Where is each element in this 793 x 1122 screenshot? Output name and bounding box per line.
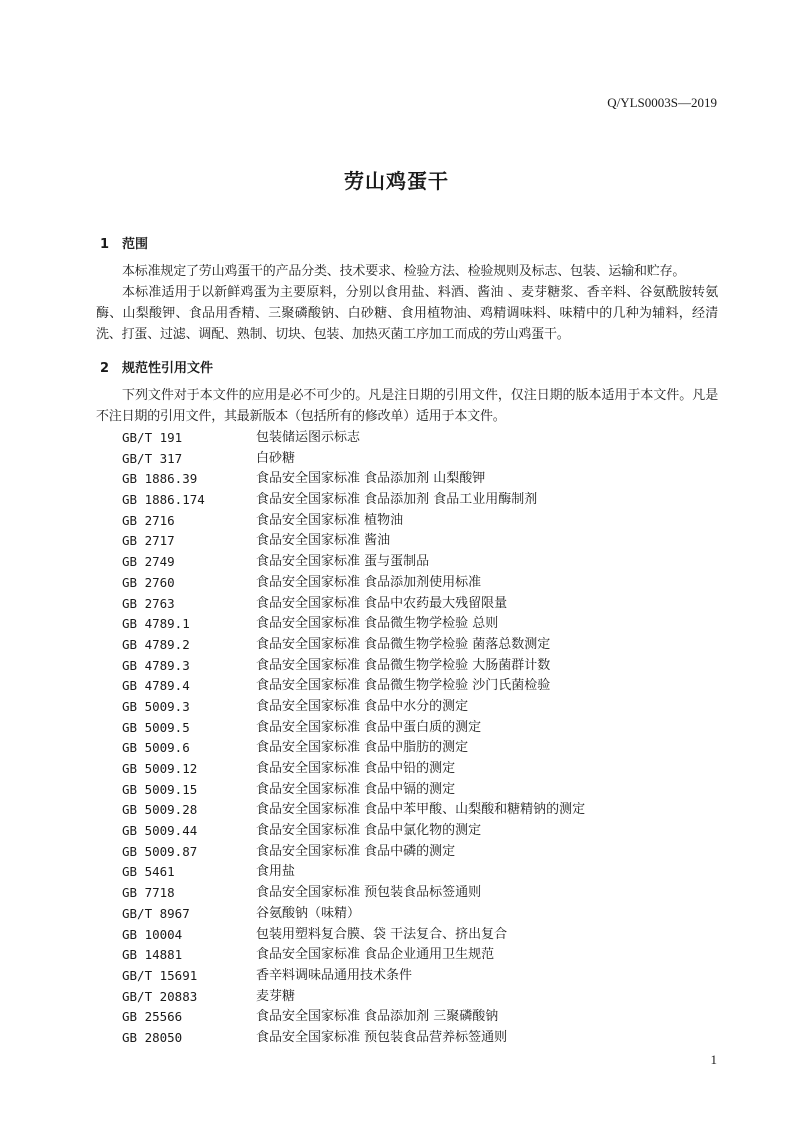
reference-title: 食品安全国家标准 食品微生物学检验 菌落总数测定 xyxy=(256,636,551,652)
reference-title: 食品安全国家标准 食品中农药最大残留限量 xyxy=(256,595,508,611)
reference-code: GB 2716 xyxy=(122,512,175,528)
reference-title: 食品安全国家标准 食品中水分的测定 xyxy=(256,698,469,714)
reference-title: 食品安全国家标准 食品中蛋白质的测定 xyxy=(256,719,482,735)
reference-row xyxy=(122,490,722,511)
reference-code: GB 5461 xyxy=(122,864,175,880)
section-number: 1 xyxy=(100,237,110,252)
references-intro-paragraph: 下列文件对于本文件的应用是必不可少的。凡是注日期的引用文件，仅注日期的版本适用于本文件。凡是不注日期的引用文件，其最新版本（包括所有的修改单）适用于本文件。 xyxy=(96,388,718,424)
reference-row xyxy=(122,966,722,987)
reference-code: GB 2763 xyxy=(122,595,175,611)
reference-title: 食品安全国家标准 预包装食品标签通则 xyxy=(256,885,482,901)
reference-title: 食品安全国家标准 食品添加剂 食品工业用酶制剂 xyxy=(256,492,538,508)
reference-row xyxy=(122,511,722,532)
reference-row xyxy=(122,883,722,904)
document-code: Q/YLS0003S—2019 xyxy=(607,95,717,110)
reference-row xyxy=(122,800,722,821)
reference-row xyxy=(122,449,722,470)
reference-code: GB 10004 xyxy=(122,926,183,942)
reference-title: 食品安全国家标准 食品添加剂 三聚磷酸钠 xyxy=(256,1009,499,1025)
reference-title: 麦芽糖 xyxy=(256,988,296,1004)
reference-title: 食品安全国家标准 食品中脂肪的测定 xyxy=(256,740,469,756)
reference-code: GB 1886.174 xyxy=(122,492,205,508)
reference-title: 食品安全国家标准 食品企业通用卫生规范 xyxy=(256,947,495,963)
reference-code: GB 2760 xyxy=(122,574,175,590)
reference-title: 食品安全国家标准 蛋与蛋制品 xyxy=(256,554,430,570)
page-number: 1 xyxy=(710,1052,717,1067)
reference-code: GB/T 20883 xyxy=(122,988,198,1004)
section-heading-normative-references xyxy=(100,357,213,376)
reference-list xyxy=(122,428,722,1049)
reference-row xyxy=(122,862,722,883)
reference-row xyxy=(122,904,722,925)
reference-row xyxy=(122,552,722,573)
reference-title: 谷氨酸钠（味精） xyxy=(256,905,361,921)
reference-title: 食品安全国家标准 食品添加剂使用标准 xyxy=(256,574,482,590)
reference-title: 食品安全国家标准 预包装食品营养标签通则 xyxy=(256,1029,508,1045)
reference-row xyxy=(122,531,722,552)
reference-title: 食品安全国家标准 食品中磷的测定 xyxy=(256,843,456,859)
reference-row xyxy=(122,573,722,594)
reference-row xyxy=(122,925,722,946)
reference-code: GB 5009.3 xyxy=(122,698,190,714)
reference-title: 包装储运图示标志 xyxy=(256,430,361,445)
reference-title: 食品安全国家标准 食品添加剂 山梨酸钾 xyxy=(256,471,486,487)
document-title: 劳山鸡蛋干 xyxy=(344,169,449,193)
reference-code: GB 4789.3 xyxy=(122,657,190,673)
reference-title: 食品安全国家标准 植物油 xyxy=(256,512,404,528)
reference-code: GB/T 15691 xyxy=(122,967,198,983)
reference-row xyxy=(122,759,722,780)
reference-code: GB 5009.87 xyxy=(122,843,198,859)
reference-title: 食品安全国家标准 食品中苯甲酸、山梨酸和糖精钠的测定 xyxy=(256,802,586,818)
reference-title: 白砂糖 xyxy=(256,450,296,466)
reference-code: GB/T 317 xyxy=(122,450,183,466)
reference-row xyxy=(122,676,722,697)
reference-title: 食用盐 xyxy=(256,864,296,880)
reference-code: GB 5009.15 xyxy=(122,781,198,797)
reference-code: GB 4789.2 xyxy=(122,636,190,652)
reference-row xyxy=(122,1028,722,1049)
reference-row xyxy=(122,635,722,656)
reference-code: GB/T 8967 xyxy=(122,905,190,921)
reference-code: GB 2749 xyxy=(122,554,175,570)
section-title: 范围 xyxy=(122,237,149,252)
reference-row xyxy=(122,614,722,635)
reference-code: GB 4789.4 xyxy=(122,678,190,694)
section-title: 规范性引用文件 xyxy=(122,361,214,376)
reference-row xyxy=(122,428,722,449)
reference-row xyxy=(122,697,722,718)
reference-code: GB 5009.5 xyxy=(122,719,190,735)
reference-code: GB 5009.12 xyxy=(122,761,198,776)
section-heading-scope xyxy=(100,233,148,252)
reference-code: GB 2717 xyxy=(122,533,175,549)
reference-row xyxy=(122,469,722,490)
reference-row xyxy=(122,718,722,739)
reference-code: GB 7718 xyxy=(122,885,175,901)
reference-code: GB 5009.6 xyxy=(122,740,190,756)
scope-paragraph-2: 本标准适用于以新鲜鸡蛋为主要原料，分别以食用盐、料酒、酱油 、麦芽糖浆、香辛料、谷氨酰胺转氨酶、山梨酸钾、食品用香精、三聚磷酸钠、白砂糖、食用植物油、鸡精调味料、味精中的几种为辅料，经清洗、打蛋、过滤、调配、熟制、切块、包装、加热灭菌工序加工而成的劳山鸡蛋干。 xyxy=(96,285,718,342)
reference-row xyxy=(122,842,722,863)
reference-code: GB 1886.39 xyxy=(122,471,198,487)
reference-title: 食品安全国家标准 食品微生物学检验 大肠菌群计数 xyxy=(256,657,551,673)
reference-title: 食品安全国家标准 食品中铅的测定 xyxy=(256,761,456,776)
reference-code: GB 5009.44 xyxy=(122,823,198,839)
reference-row xyxy=(122,945,722,966)
reference-code: GB 14881 xyxy=(122,947,183,963)
reference-title: 食品安全国家标准 食品中氯化物的测定 xyxy=(256,823,482,839)
reference-row xyxy=(122,821,722,842)
scope-paragraph-1: 本标准规定了劳山鸡蛋干的产品分类、技术要求、检验方法、检验规则及标志、包装、运输和贮存。 xyxy=(122,264,686,279)
reference-code: GB/T 191 xyxy=(122,430,183,445)
reference-row xyxy=(122,656,722,677)
reference-row xyxy=(122,738,722,759)
reference-row xyxy=(122,1007,722,1028)
reference-title: 食品安全国家标准 食品微生物学检验 总则 xyxy=(256,616,499,632)
reference-title: 香辛料调味品通用技术条件 xyxy=(256,967,413,983)
reference-title: 食品安全国家标准 酱油 xyxy=(256,533,391,549)
reference-title: 食品安全国家标准 食品微生物学检验 沙门氏菌检验 xyxy=(256,678,551,694)
reference-code: GB 25566 xyxy=(122,1009,183,1025)
reference-code: GB 5009.28 xyxy=(122,802,198,818)
reference-code: GB 28050 xyxy=(122,1029,183,1045)
reference-title: 食品安全国家标准 食品中镉的测定 xyxy=(256,781,456,797)
reference-row xyxy=(122,987,722,1008)
reference-title: 包装用塑料复合膜、袋 干法复合、挤出复合 xyxy=(256,926,508,942)
section-number: 2 xyxy=(100,361,110,376)
reference-code: GB 4789.1 xyxy=(122,616,190,632)
reference-row xyxy=(122,594,722,615)
reference-row xyxy=(122,780,722,801)
